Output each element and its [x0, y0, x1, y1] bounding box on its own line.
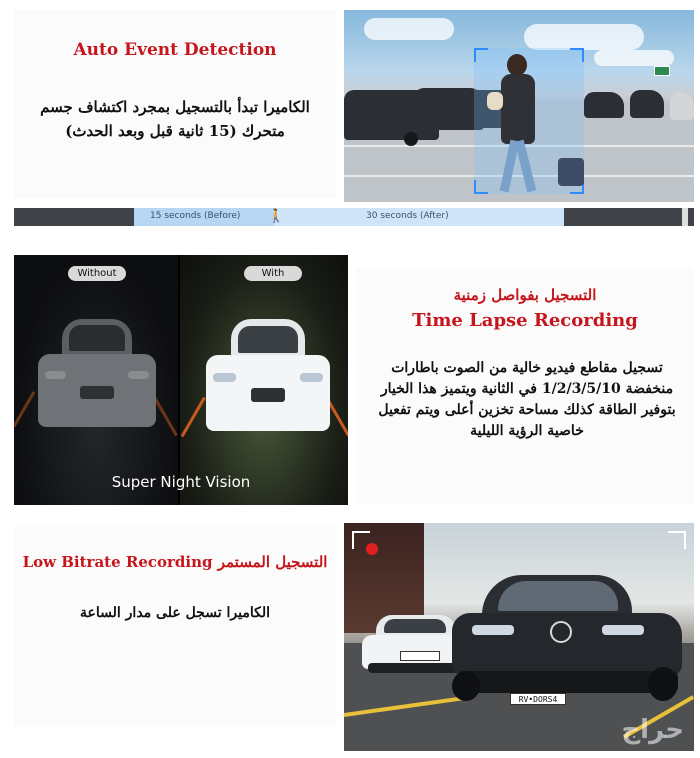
with-tag: With [244, 266, 302, 281]
frame-corner-icon [668, 531, 686, 549]
white-car-plate [400, 651, 440, 661]
time-lapse-description: تسجيل مقاطع فيديو خالية من الصوت باطارات منخفضة 1/2/3/5/10 في الثانية ويتميز هذا الخيار بتوفير الطاقة كذلك مساحة تخزين أعلى ويتم تفعيل خاصية الرؤية الليلية [378, 360, 676, 439]
car-dim [38, 319, 156, 427]
luggage [558, 158, 584, 186]
without-tag: Without [68, 266, 126, 281]
parked-cars-photo [344, 523, 694, 751]
auto-event-description: الكاميرا تبدأ بالتسجيل بمجرد اكتشاف جسم متحرك (15 ثانية قبل وبعد الحدث) [40, 98, 310, 140]
low-bitrate-text-panel [14, 525, 336, 725]
car-bright [206, 319, 330, 431]
black-car-plate: RV•DORS4 [510, 693, 566, 705]
timeline-end-cap [682, 208, 688, 226]
walking-person [487, 52, 547, 192]
auto-event-section [0, 0, 700, 230]
night-vision-comparison-photo [14, 255, 348, 505]
low-bitrate-title: Low Bitrate Recording التسجيل المستمر [22, 553, 328, 571]
timeline-before-label: 15 seconds (Before) [150, 211, 241, 221]
walking-person-icon: 🚶 [268, 209, 285, 224]
frame-corner-icon [352, 531, 370, 549]
car-badge-icon [550, 621, 572, 643]
low-bitrate-section [0, 515, 700, 758]
timeline-after-label: 30 seconds (After) [366, 211, 449, 221]
black-car [452, 575, 682, 704]
auto-event-text-panel [14, 10, 336, 198]
exit-sign-icon [654, 66, 670, 76]
night-vision-caption: Super Night Vision [111, 473, 251, 491]
low-bitrate-description: الكاميرا تسجل على مدار الساعة [80, 605, 270, 621]
time-lapse-text-panel [356, 268, 694, 504]
auto-event-title: Auto Event Detection [73, 40, 277, 60]
time-lapse-title-arabic: التسجيل بفواصل زمنية [453, 286, 597, 304]
auto-event-photo [344, 10, 694, 202]
time-lapse-section [0, 250, 700, 510]
haraj-watermark: حراج [621, 715, 684, 745]
time-lapse-title: Time Lapse Recording [412, 310, 638, 331]
recording-timeline [14, 208, 694, 226]
